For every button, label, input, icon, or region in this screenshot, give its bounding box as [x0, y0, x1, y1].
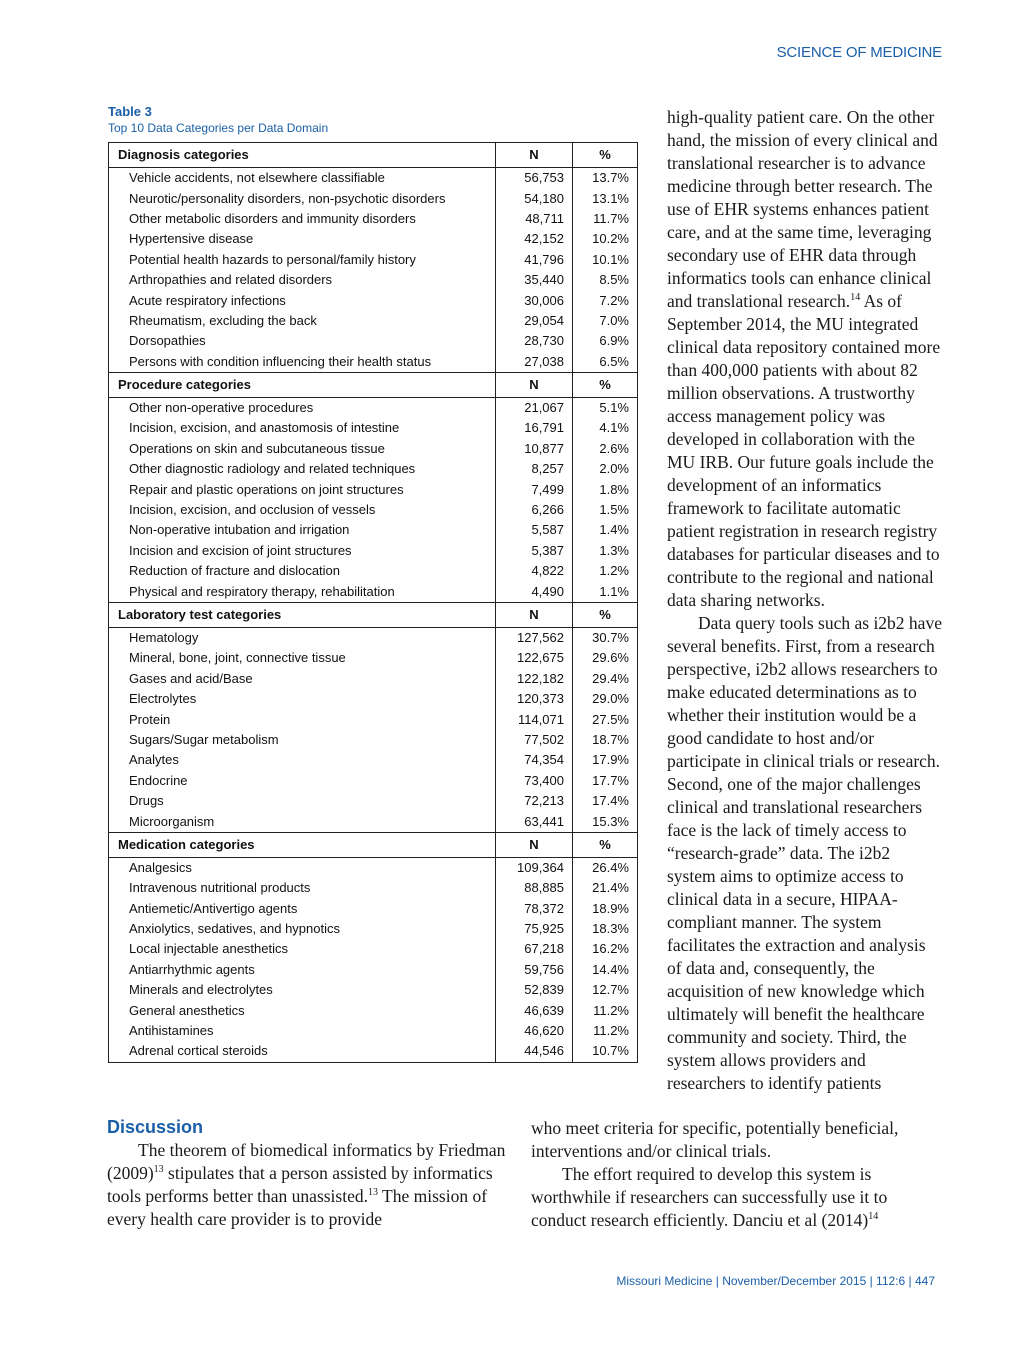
right-paragraph-1: [667, 106, 942, 612]
count-cell: 42,152: [496, 229, 573, 249]
reference-marker: 14: [850, 292, 861, 304]
table-3: [108, 104, 637, 1063]
table-row: [109, 270, 638, 290]
percent-cell: 7.0%: [573, 311, 638, 331]
percent-cell: 14.4%: [573, 960, 638, 980]
percent-cell: 29.6%: [573, 648, 638, 668]
percent-cell: 1.1%: [573, 581, 638, 602]
category-name-cell: Acute respiratory infections: [109, 290, 496, 310]
table-row: [109, 899, 638, 919]
right-column-text: [667, 106, 942, 1095]
category-name-cell: Other diagnostic radiology and related techniques: [109, 459, 496, 479]
table-row: [109, 689, 638, 709]
section-header-label: Laboratory test categories: [109, 602, 496, 627]
table-row: [109, 500, 638, 520]
percent-cell: 1.5%: [573, 500, 638, 520]
percent-cell: 10.2%: [573, 229, 638, 249]
table-row: [109, 709, 638, 729]
category-name-cell: Operations on skin and subcutaneous tissue: [109, 439, 496, 459]
count-cell: 77,502: [496, 730, 573, 750]
count-cell: 48,711: [496, 209, 573, 229]
count-cell: 27,038: [496, 352, 573, 373]
count-cell: 122,675: [496, 648, 573, 668]
column-header-percent: %: [573, 832, 638, 857]
percent-cell: 18.9%: [573, 899, 638, 919]
category-name-cell: Protein: [109, 709, 496, 729]
category-name-cell: Hypertensive disease: [109, 229, 496, 249]
table-row: [109, 418, 638, 438]
bottom-right-paragraph-2: [531, 1163, 941, 1232]
percent-cell: 17.4%: [573, 791, 638, 811]
right-p1-text-b: As of September 2014, the MU integrated clinical data repository contained more than 400,000 patients with about 82 million observations. A trustworthy access management policy was developed in collaboration with the MU IRB. Our future goals include the development of an informatics framework to facilitate automatic patient registration in research registry databases for particular diseases and to contribute to the regional and national data sharing networks.: [667, 291, 941, 610]
column-header-n: N: [496, 372, 573, 397]
count-cell: 35,440: [496, 270, 573, 290]
category-name-cell: Local injectable anesthetics: [109, 939, 496, 959]
percent-cell: 11.2%: [573, 1000, 638, 1020]
bottom-right-text: [531, 1117, 941, 1232]
section-header-label: Diagnosis categories: [109, 143, 496, 168]
category-name-cell: Adrenal cortical steroids: [109, 1041, 496, 1062]
category-name-cell: Microorganism: [109, 811, 496, 832]
count-cell: 78,372: [496, 899, 573, 919]
percent-cell: 29.0%: [573, 689, 638, 709]
percent-cell: 10.1%: [573, 250, 638, 270]
discussion-text-b: stipulates that a person assisted by informatics tools performs better than unassisted.: [107, 1163, 493, 1206]
percent-cell: 4.1%: [573, 418, 638, 438]
table-row: [109, 581, 638, 602]
count-cell: 63,441: [496, 811, 573, 832]
category-name-cell: Persons with condition influencing their health status: [109, 352, 496, 373]
table-row: [109, 331, 638, 351]
percent-cell: 1.3%: [573, 541, 638, 561]
count-cell: 44,546: [496, 1041, 573, 1062]
count-cell: 7,499: [496, 479, 573, 499]
percent-cell: 11.7%: [573, 209, 638, 229]
count-cell: 16,791: [496, 418, 573, 438]
column-header-n: N: [496, 602, 573, 627]
percent-cell: 1.2%: [573, 561, 638, 581]
category-name-cell: Other non-operative procedures: [109, 397, 496, 418]
table-row: [109, 919, 638, 939]
table-row: [109, 980, 638, 1000]
table-row: [109, 648, 638, 668]
data-table: [108, 142, 638, 1063]
category-name-cell: Incision and excision of joint structures: [109, 541, 496, 561]
count-cell: 114,071: [496, 709, 573, 729]
column-header-percent: %: [573, 372, 638, 397]
table-row: [109, 520, 638, 540]
count-cell: 29,054: [496, 311, 573, 331]
table-row: [109, 541, 638, 561]
count-cell: 120,373: [496, 689, 573, 709]
section-header-label: Procedure categories: [109, 372, 496, 397]
percent-cell: 17.7%: [573, 771, 638, 791]
category-name-cell: Analgesics: [109, 857, 496, 878]
table-row: [109, 811, 638, 832]
category-name-cell: Non-operative intubation and irrigation: [109, 520, 496, 540]
table-section-header: [109, 143, 638, 168]
category-name-cell: Anxiolytics, sedatives, and hypnotics: [109, 919, 496, 939]
discussion-text-a: The theorem of biomedical informatics by Friedman (2009): [107, 1140, 506, 1183]
percent-cell: 21.4%: [573, 878, 638, 898]
category-name-cell: Other metabolic disorders and immunity disorders: [109, 209, 496, 229]
count-cell: 54,180: [496, 188, 573, 208]
section-header-label: Medication categories: [109, 832, 496, 857]
percent-cell: 10.7%: [573, 1041, 638, 1062]
category-name-cell: Intravenous nutritional products: [109, 878, 496, 898]
percent-cell: 7.2%: [573, 290, 638, 310]
count-cell: 88,885: [496, 878, 573, 898]
category-name-cell: Hematology: [109, 627, 496, 648]
reference-marker: 14: [868, 1211, 879, 1223]
count-cell: 6,266: [496, 500, 573, 520]
category-name-cell: Sugars/Sugar metabolism: [109, 730, 496, 750]
table-row: [109, 311, 638, 331]
table-row: [109, 479, 638, 499]
category-name-cell: Antiemetic/Antivertigo agents: [109, 899, 496, 919]
count-cell: 8,257: [496, 459, 573, 479]
category-name-cell: Drugs: [109, 791, 496, 811]
count-cell: 4,490: [496, 581, 573, 602]
table-row: [109, 209, 638, 229]
table-row: [109, 1021, 638, 1041]
count-cell: 21,067: [496, 397, 573, 418]
percent-cell: 2.0%: [573, 459, 638, 479]
category-name-cell: Physical and respiratory therapy, rehabilitation: [109, 581, 496, 602]
category-name-cell: Antiarrhythmic agents: [109, 960, 496, 980]
category-name-cell: Electrolytes: [109, 689, 496, 709]
page-footer: Missouri Medicine | November/December 2015 | 112:6 | 447: [616, 1274, 935, 1288]
table-row: [109, 561, 638, 581]
category-name-cell: Minerals and electrolytes: [109, 980, 496, 1000]
discussion-section: [107, 1115, 507, 1231]
percent-cell: 18.3%: [573, 919, 638, 939]
table-row: [109, 1041, 638, 1062]
table-section-header: [109, 602, 638, 627]
category-name-cell: Neurotic/personality disorders, non-psychotic disorders: [109, 188, 496, 208]
count-cell: 56,753: [496, 168, 573, 189]
percent-cell: 12.7%: [573, 980, 638, 1000]
count-cell: 28,730: [496, 331, 573, 351]
table-row: [109, 188, 638, 208]
section-header: SCIENCE OF MEDICINE: [776, 44, 942, 61]
category-name-cell: General anesthetics: [109, 1000, 496, 1020]
column-header-n: N: [496, 143, 573, 168]
percent-cell: 29.4%: [573, 669, 638, 689]
count-cell: 59,756: [496, 960, 573, 980]
table-row: [109, 290, 638, 310]
count-cell: 41,796: [496, 250, 573, 270]
category-name-cell: Dorsopathies: [109, 331, 496, 351]
percent-cell: 26.4%: [573, 857, 638, 878]
percent-cell: 13.1%: [573, 188, 638, 208]
count-cell: 10,877: [496, 439, 573, 459]
category-name-cell: Incision, excision, and anastomosis of intestine: [109, 418, 496, 438]
table-row: [109, 669, 638, 689]
count-cell: 73,400: [496, 771, 573, 791]
category-name-cell: Analytes: [109, 750, 496, 770]
column-header-n: N: [496, 832, 573, 857]
category-name-cell: Arthropathies and related disorders: [109, 270, 496, 290]
count-cell: 127,562: [496, 627, 573, 648]
count-cell: 46,620: [496, 1021, 573, 1041]
category-name-cell: Vehicle accidents, not elsewhere classifiable: [109, 168, 496, 189]
count-cell: 5,587: [496, 520, 573, 540]
category-name-cell: Reduction of fracture and dislocation: [109, 561, 496, 581]
percent-cell: 6.5%: [573, 352, 638, 373]
table-row: [109, 857, 638, 878]
reference-marker: 13: [368, 1187, 378, 1199]
right-paragraph-2: Data query tools such as i2b2 have several benefits. First, from a research perspective, i2b2 allows researchers to make educated determinations as to whether their institution would be a good candidate to host and/or participate in clinical trials or research. Second, one of the major challenges clinical and translational researchers face is the lack of timely access to “research-grade” data. The i2b2 system aims to optimize access to clinical data in a secure, HIPAA-compliant manner. The system facilitates the extraction and analysis of data and, consequently, the acquisition of new knowledge which ultimately will benefit the healthcare community and society. Third, the system allows providers and researchers to identify patients: [667, 613, 942, 1093]
count-cell: 75,925: [496, 919, 573, 939]
table-title: Table 3: [108, 104, 152, 119]
discussion-heading: Discussion: [107, 1117, 204, 1137]
table-row: [109, 878, 638, 898]
table-row: [109, 168, 638, 189]
category-name-cell: Potential health hazards to personal/family history: [109, 250, 496, 270]
discussion-paragraph: [107, 1139, 507, 1231]
table-row: [109, 627, 638, 648]
count-cell: 67,218: [496, 939, 573, 959]
bottom-right-text-a: The effort required to develop this system is worthwhile if researchers can successfully use it to conduct research efficiently. Danciu et al (2014): [531, 1164, 888, 1230]
reference-marker: 13: [153, 1164, 164, 1176]
count-cell: 46,639: [496, 1000, 573, 1020]
category-name-cell: Mineral, bone, joint, connective tissue: [109, 648, 496, 668]
bottom-right-paragraph-1: who meet criteria for specific, potentially beneficial, interventions and/or clinical trials.: [531, 1118, 899, 1161]
category-name-cell: Rheumatism, excluding the back: [109, 311, 496, 331]
table-row: [109, 750, 638, 770]
category-name-cell: Repair and plastic operations on joint structures: [109, 479, 496, 499]
percent-cell: 18.7%: [573, 730, 638, 750]
percent-cell: 6.9%: [573, 331, 638, 351]
percent-cell: 15.3%: [573, 811, 638, 832]
percent-cell: 1.8%: [573, 479, 638, 499]
table-row: [109, 250, 638, 270]
table-row: [109, 352, 638, 373]
percent-cell: 13.7%: [573, 168, 638, 189]
count-cell: 5,387: [496, 541, 573, 561]
count-cell: 74,354: [496, 750, 573, 770]
count-cell: 72,213: [496, 791, 573, 811]
table-row: [109, 791, 638, 811]
percent-cell: 17.9%: [573, 750, 638, 770]
count-cell: 52,839: [496, 980, 573, 1000]
table-row: [109, 397, 638, 418]
category-name-cell: Endocrine: [109, 771, 496, 791]
percent-cell: 27.5%: [573, 709, 638, 729]
percent-cell: 8.5%: [573, 270, 638, 290]
table-section-header: [109, 372, 638, 397]
category-name-cell: Antihistamines: [109, 1021, 496, 1041]
category-name-cell: Incision, excision, and occlusion of vessels: [109, 500, 496, 520]
percent-cell: 16.2%: [573, 939, 638, 959]
category-name-cell: Gases and acid/Base: [109, 669, 496, 689]
count-cell: 4,822: [496, 561, 573, 581]
count-cell: 122,182: [496, 669, 573, 689]
count-cell: 30,006: [496, 290, 573, 310]
column-header-percent: %: [573, 602, 638, 627]
percent-cell: 11.2%: [573, 1021, 638, 1041]
percent-cell: 5.1%: [573, 397, 638, 418]
column-header-percent: %: [573, 143, 638, 168]
table-subtitle: Top 10 Data Categories per Data Domain: [108, 121, 329, 135]
table-row: [109, 960, 638, 980]
percent-cell: 1.4%: [573, 520, 638, 540]
table-row: [109, 1000, 638, 1020]
table-row: [109, 459, 638, 479]
discussion-text-c: The mission of every health care provider is to provide: [107, 1186, 488, 1229]
table-section-header: [109, 832, 638, 857]
percent-cell: 30.7%: [573, 627, 638, 648]
table-row: [109, 439, 638, 459]
table-row: [109, 730, 638, 750]
count-cell: 109,364: [496, 857, 573, 878]
percent-cell: 2.6%: [573, 439, 638, 459]
table-row: [109, 939, 638, 959]
right-p1-text-a: high-quality patient care. On the other hand, the mission of every clinical and translational researcher is to advance medicine through better research. The use of EHR systems enhances patient care, and at the same time, leveraging secondary use of EHR data through informatics tools can enhance clinical and translational research.: [667, 107, 938, 311]
table-row: [109, 771, 638, 791]
table-row: [109, 229, 638, 249]
